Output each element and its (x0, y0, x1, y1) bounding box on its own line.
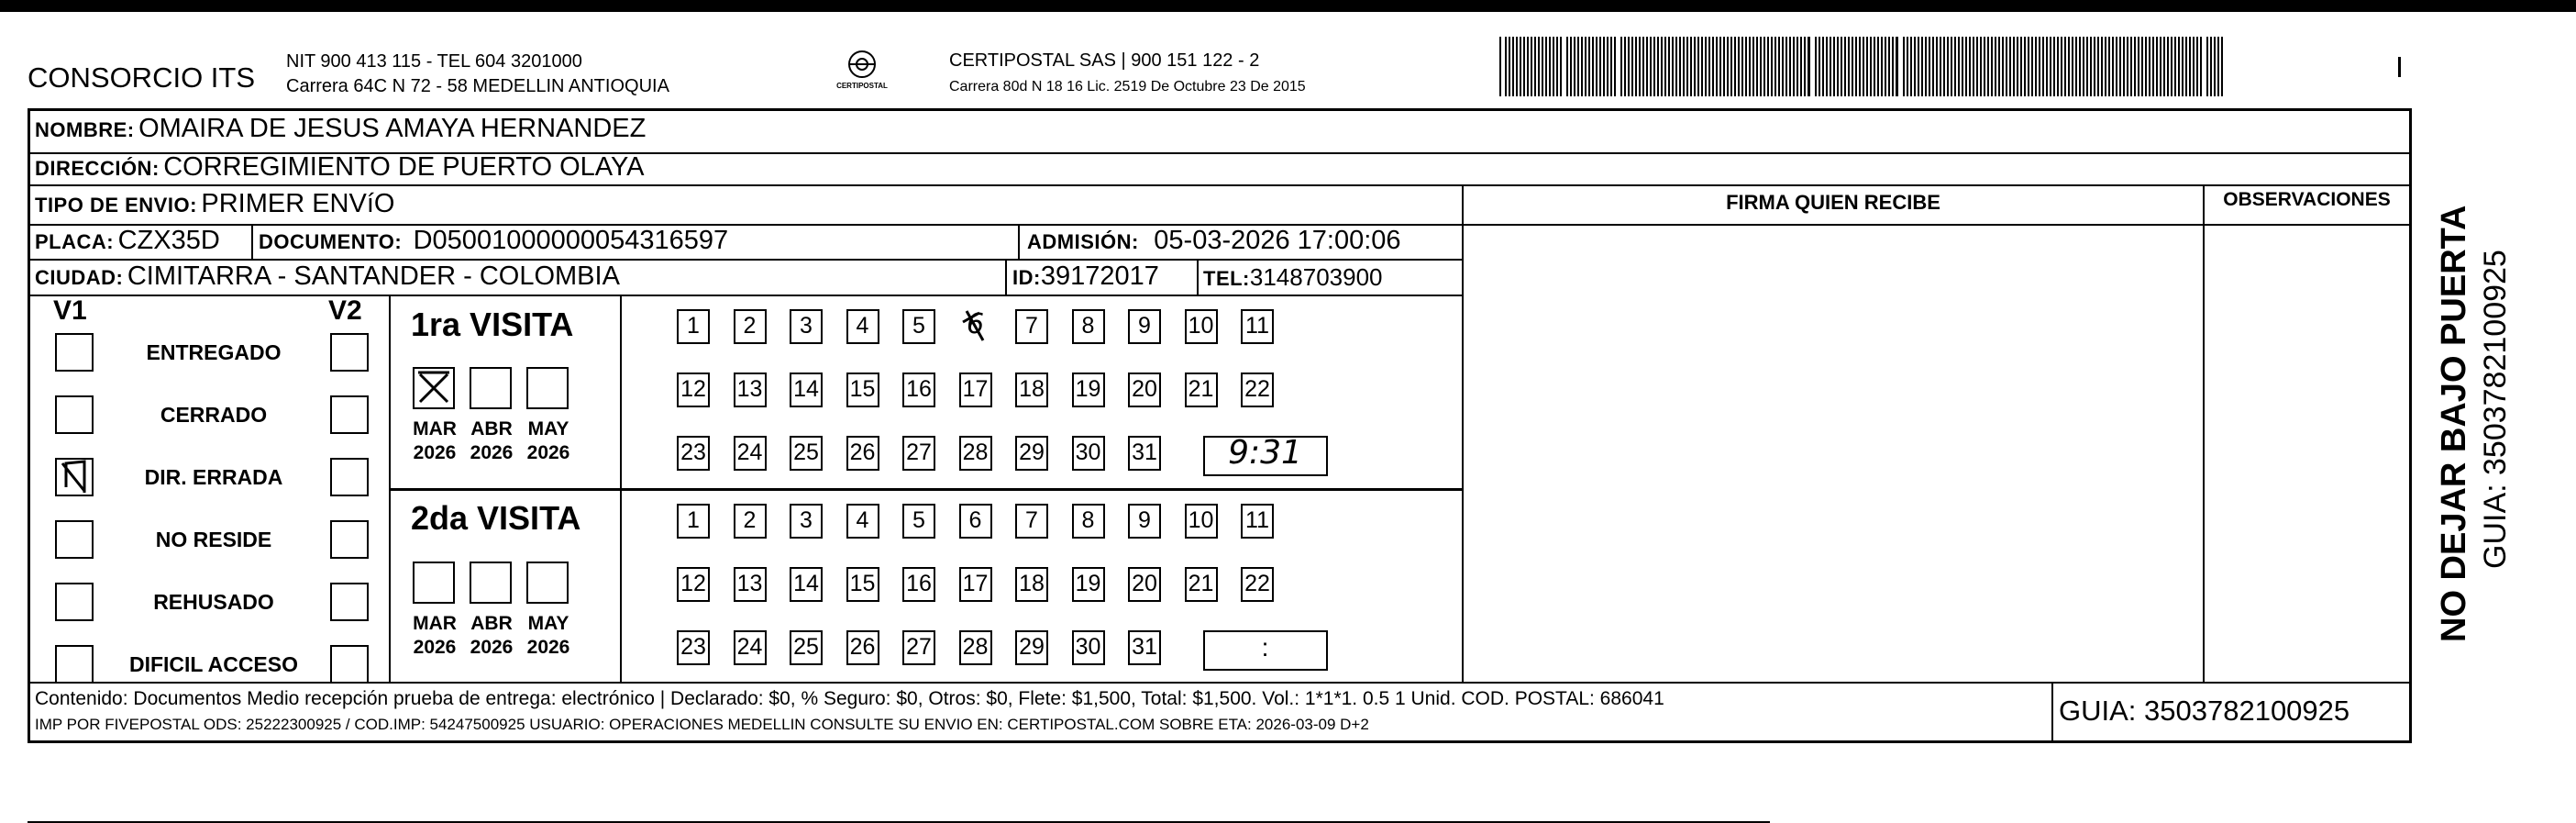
second-visit-title: 2da VISITA (411, 499, 581, 537)
v2-checkbox-4[interactable] (330, 520, 369, 559)
second-day-2[interactable]: 2 (734, 504, 767, 539)
first-month-label: MAY 2026 (526, 418, 570, 463)
second-day-22[interactable]: 22 (1241, 567, 1274, 602)
col-line (1005, 259, 1007, 295)
second-month-checkbox-abr[interactable] (470, 562, 512, 604)
v2-checkbox-5[interactable] (330, 583, 369, 621)
first-day-20[interactable]: 20 (1128, 373, 1161, 407)
placa-value: CZX35D (117, 226, 220, 255)
first-day-29[interactable]: 29 (1015, 436, 1048, 471)
first-day-19[interactable]: 19 (1072, 373, 1105, 407)
ciudad-field: CIUDAD: CIMITARRA - SANTANDER - COLOMBIA (35, 261, 620, 291)
col-line (1197, 259, 1199, 295)
first-day-17[interactable]: 17 (959, 373, 992, 407)
first-day-4[interactable]: 4 (846, 309, 879, 344)
second-day-24[interactable]: 24 (734, 630, 767, 665)
nombre-row: NOMBRE: OMAIRA DE JESUS AMAYA HERNANDEZ (35, 114, 647, 143)
admision-field: ADMISIÓN: 05-03-2026 17:00:06 (1027, 226, 1401, 255)
second-day-15[interactable]: 15 (846, 567, 879, 602)
v2-checkbox-6[interactable] (330, 645, 369, 684)
col-line (1018, 224, 1020, 261)
frame-top (28, 108, 2412, 111)
first-day-25[interactable]: 25 (790, 436, 823, 471)
frame-left (28, 108, 30, 743)
first-day-14[interactable]: 14 (790, 373, 823, 407)
second-time-box[interactable]: : (1203, 630, 1328, 671)
carrier-address: Carrera 80d N 18 16 Lic. 2519 De Octubre 23 De 2015 (949, 79, 1306, 95)
status-label: NO RESIDE (155, 528, 272, 551)
second-day-18[interactable]: 18 (1015, 567, 1048, 602)
first-day-21[interactable]: 21 (1185, 373, 1218, 407)
first-month-checkbox-mar[interactable] (413, 367, 455, 409)
status-label: REHUSADO (153, 590, 274, 614)
company-name: CONSORCIO ITS (28, 61, 256, 94)
first-month-checkbox-may[interactable] (526, 367, 569, 409)
direccion-value: CORREGIMIENTO DE PUERTO OLAYA (163, 152, 645, 182)
direccion-row: DIRECCIÓN: CORREGIMIENTO DE PUERTO OLAYA (35, 152, 645, 182)
tel-field: TEL:3148703900 (1203, 263, 1383, 291)
documento-field: DOCUMENTO: D05001000000054316597 (259, 226, 729, 255)
first-day-31[interactable]: 31 (1128, 436, 1161, 471)
contenido-text: Contenido: Documentos Medio recepción prueba de entrega: electrónico | Declarado: $0, % Seguro: $0, Otros: $0, Flete: $1,500, Total: $1,500. Vol.: 1*1*1. 0.5 1 Unid. COD. POSTAL: 686041 (35, 688, 1664, 709)
col-line (1462, 184, 1464, 683)
first-day-15[interactable]: 15 (846, 373, 879, 407)
second-day-25[interactable]: 25 (790, 630, 823, 665)
v1-checkbox-5[interactable] (55, 583, 94, 621)
first-day-27[interactable]: 27 (902, 436, 935, 471)
v2-checkbox-1[interactable] (330, 333, 369, 372)
second-day-11[interactable]: 11 (1241, 504, 1274, 539)
first-day-23[interactable]: 23 (677, 436, 710, 471)
ciudad-value: CIMITARRA - SANTANDER - COLOMBIA (127, 261, 620, 291)
second-day-12[interactable]: 12 (677, 567, 710, 602)
company-address: Carrera 64C N 72 - 58 MEDELLIN ANTIOQUIA (286, 76, 669, 96)
second-day-4[interactable]: 4 (846, 504, 879, 539)
second-day-17[interactable]: 17 (959, 567, 992, 602)
second-day-8[interactable]: 8 (1072, 504, 1105, 539)
first-day-13[interactable]: 13 (734, 373, 767, 407)
row-line (28, 295, 1463, 296)
status-label: CERRADO (160, 403, 268, 427)
first-day-1[interactable]: 1 (677, 309, 710, 344)
documento-value: D05001000000054316597 (413, 226, 729, 255)
first-day-12[interactable]: 12 (677, 373, 710, 407)
first-day-3[interactable]: 3 (790, 309, 823, 344)
v2-label: V2 (328, 295, 362, 326)
second-day-13[interactable]: 13 (734, 567, 767, 602)
status-label: DIR. ERRADA (144, 465, 283, 489)
tipo-value: PRIMER ENVíO (201, 189, 395, 218)
imp-text: IMP POR FIVEPOSTAL ODS: 25222300925 / COD.IMP: 54247500925 USUARIO: OPERACIONES MEDELLIN CONSULTE SU ENVIO EN: CERTIPOSTAL.COM SOBRE ETA: 2026-03-09 D+2 (35, 716, 1369, 733)
certipostal-logo: CERTIPOSTAL (830, 48, 894, 99)
second-month-checkbox-may[interactable] (526, 562, 569, 604)
row-line (28, 682, 2412, 684)
second-day-27[interactable]: 27 (902, 630, 935, 665)
row-line (28, 259, 1463, 261)
barcode (1499, 37, 2228, 96)
first-day-22[interactable]: 22 (1241, 373, 1274, 407)
firma-header: FIRMA QUIEN RECIBE (1726, 191, 1940, 214)
first-month-checkbox-abr[interactable] (470, 367, 512, 409)
second-month-label: ABR 2026 (470, 613, 514, 658)
col-line (2051, 682, 2053, 743)
admision-value: 05-03-2026 17:00:06 (1154, 226, 1401, 255)
second-day-14[interactable]: 14 (790, 567, 823, 602)
company-nit-tel: NIT 900 413 115 - TEL 604 3201000 (286, 51, 582, 72)
first-day-30[interactable]: 30 (1072, 436, 1105, 471)
v1-checkbox-1[interactable] (55, 333, 94, 372)
v2-checkbox-2[interactable] (330, 395, 369, 434)
footer-guia: GUIA: 3503782100925 (2059, 695, 2350, 727)
second-day-19[interactable]: 19 (1072, 567, 1105, 602)
v2-checkbox-3[interactable] (330, 458, 369, 496)
second-day-23[interactable]: 23 (677, 630, 710, 665)
second-day-10[interactable]: 10 (1185, 504, 1218, 539)
id-field: ID:39172017 (1012, 261, 1159, 291)
first-day-5[interactable]: 5 (902, 309, 935, 344)
status-label: DIFICIL ACCESO (128, 652, 298, 676)
side-guia: GUIA: 3503782100925 (2478, 250, 2513, 569)
status-label: ENTREGADO (146, 340, 282, 364)
tel-value: 3148703900 (1249, 263, 1383, 291)
first-day-9[interactable]: 9 (1128, 309, 1161, 344)
frame-bottom (28, 740, 2412, 743)
v1-checkbox-2[interactable] (55, 395, 94, 434)
corner-mark (2398, 57, 2401, 77)
first-visit-title: 1ra VISITA (411, 306, 574, 343)
v1-checkbox-4[interactable] (55, 520, 94, 559)
second-day-5[interactable]: 5 (902, 504, 935, 539)
nombre-value: OMAIRA DE JESUS AMAYA HERNANDEZ (138, 114, 647, 143)
first-day-16[interactable]: 16 (902, 373, 935, 407)
second-day-6[interactable]: 6 (959, 504, 992, 539)
first-day-18[interactable]: 18 (1015, 373, 1048, 407)
first-time-box[interactable]: 9:31 (1203, 436, 1328, 476)
top-border (0, 0, 2576, 12)
first-month-label: MAR 2026 (413, 418, 457, 463)
first-day-6[interactable]: 6 (959, 309, 992, 344)
observaciones-header: OBSERVACIONES (2223, 189, 2391, 210)
second-day-16[interactable]: 16 (902, 567, 935, 602)
second-day-21[interactable]: 21 (1185, 567, 1218, 602)
second-month-checkbox-mar[interactable] (413, 562, 455, 604)
first-day-2[interactable]: 2 (734, 309, 767, 344)
first-day-28[interactable]: 28 (959, 436, 992, 471)
tipo-row: TIPO DE ENVIO: PRIMER ENVíO (35, 189, 395, 218)
second-day-7[interactable]: 7 (1015, 504, 1048, 539)
no-dejar-text: NO DEJAR BAJO PUERTA (2435, 205, 2473, 642)
col-line (2203, 184, 2205, 683)
second-day-20[interactable]: 20 (1128, 567, 1161, 602)
second-day-3[interactable]: 3 (790, 504, 823, 539)
first-day-24[interactable]: 24 (734, 436, 767, 471)
first-day-11[interactable]: 11 (1241, 309, 1274, 344)
second-day-29[interactable]: 29 (1015, 630, 1048, 665)
second-month-label: MAR 2026 (413, 613, 457, 658)
second-month-label: MAY 2026 (526, 613, 570, 658)
first-day-8[interactable]: 8 (1072, 309, 1105, 344)
second-day-1[interactable]: 1 (677, 504, 710, 539)
first-day-10[interactable]: 10 (1185, 309, 1218, 344)
carrier-info: CERTIPOSTAL SAS | 900 151 122 - 2 (949, 50, 1260, 71)
row-line (389, 488, 1462, 491)
second-day-31[interactable]: 31 (1128, 630, 1161, 665)
col-line (251, 224, 253, 261)
second-day-9[interactable]: 9 (1128, 504, 1161, 539)
v1-checkbox-3[interactable] (55, 458, 94, 496)
second-day-28[interactable]: 28 (959, 630, 992, 665)
first-day-7[interactable]: 7 (1015, 309, 1048, 344)
placa-field: PLACA: CZX35D (35, 226, 220, 255)
second-day-30[interactable]: 30 (1072, 630, 1105, 665)
v1-label: V1 (53, 295, 87, 326)
first-month-label: ABR 2026 (470, 418, 514, 463)
id-value: 39172017 (1040, 261, 1159, 291)
row-line (28, 184, 2412, 186)
v1-checkbox-6[interactable] (55, 645, 94, 684)
frame-right (2409, 108, 2412, 743)
second-day-26[interactable]: 26 (846, 630, 879, 665)
first-day-26[interactable]: 26 (846, 436, 879, 471)
